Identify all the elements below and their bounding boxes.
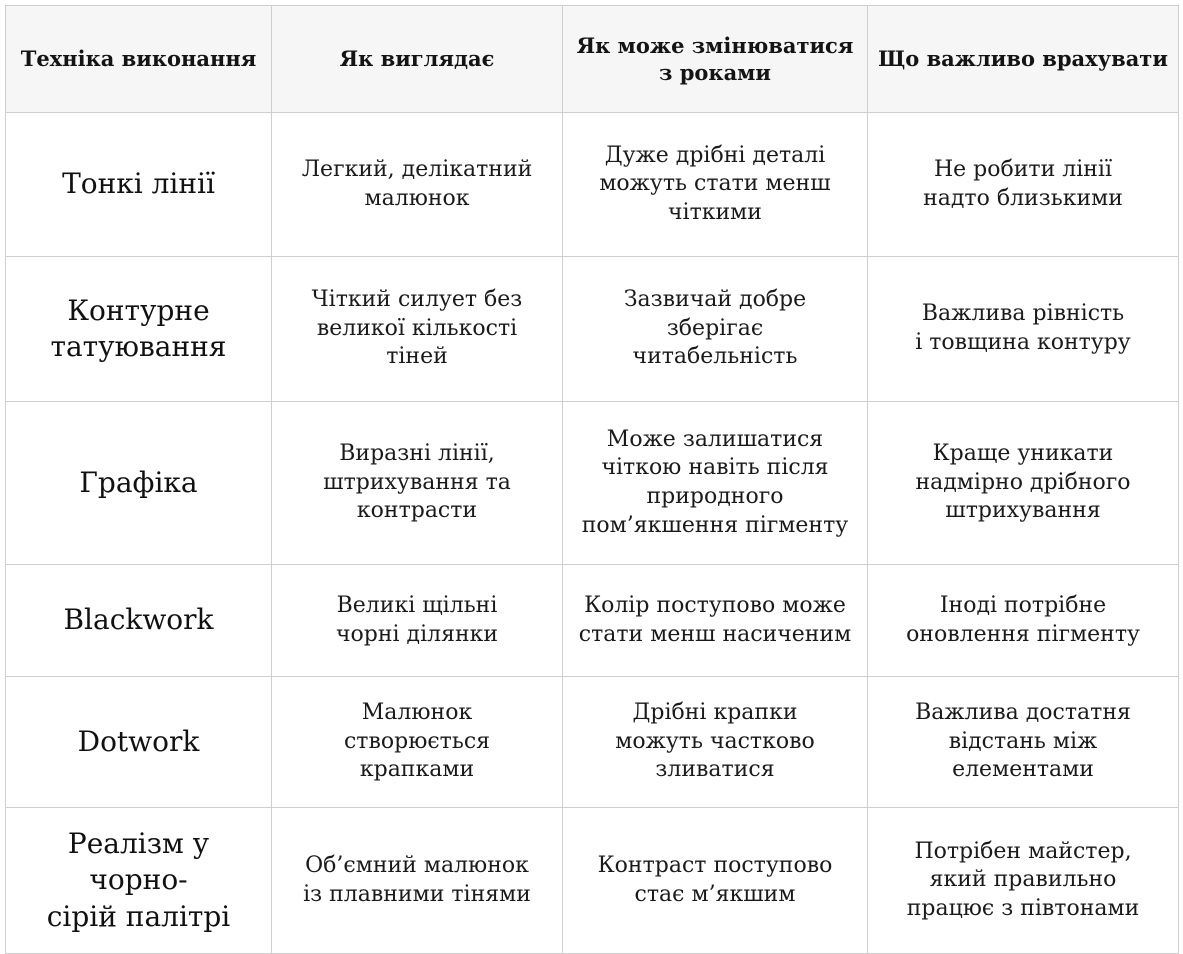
change-cell: Дуже дрібні деталі можуть стати менш чіткими — [563, 113, 868, 257]
technique-cell: Тонкі лінії — [6, 113, 272, 257]
change-cell: Контраст поступово стає м’якшим — [563, 808, 868, 954]
look-cell: Чіткий силует без великої кількості тіней — [272, 257, 563, 402]
technique-cell: Реалізм у чорно- сірій палітрі — [6, 808, 272, 954]
consider-cell: Не робити лінії надто близькими — [868, 113, 1179, 257]
consider-cell: Краще уникати надмірно дрібного штрихування — [868, 402, 1179, 565]
header-row — [6, 6, 1179, 113]
header-technique: Техніка виконання — [6, 6, 272, 113]
change-cell: Колір поступово може стати менш насиченим — [563, 565, 868, 677]
technique-cell: Графіка — [6, 402, 272, 565]
table-row — [6, 402, 1179, 565]
look-cell: Великі щільні чорні ділянки — [272, 565, 563, 677]
change-cell: Дрібні крапки можуть частково зливатися — [563, 677, 868, 808]
table-row — [6, 565, 1179, 677]
consider-cell: Іноді потрібне оновлення пігменту — [868, 565, 1179, 677]
header-look: Як виглядає — [272, 6, 563, 113]
look-cell: Малюнок створюється крапками — [272, 677, 563, 808]
technique-cell: Dotwork — [6, 677, 272, 808]
table-row — [6, 677, 1179, 808]
look-cell: Об’ємний малюнок із плавними тінями — [272, 808, 563, 954]
table-header — [6, 6, 1179, 113]
consider-cell: Потрібен майстер, який правильно працює з півтонами — [868, 808, 1179, 954]
change-cell: Зазвичай добре зберігає читабельність — [563, 257, 868, 402]
table-row — [6, 808, 1179, 954]
table-body — [6, 113, 1179, 954]
technique-cell: Контурне татуювання — [6, 257, 272, 402]
comparison-table-container — [5, 5, 1178, 945]
table-row — [6, 113, 1179, 257]
consider-cell: Важлива рівність і товщина контуру — [868, 257, 1179, 402]
consider-cell: Важлива достатня відстань між елементами — [868, 677, 1179, 808]
change-cell: Може залишатися чіткою навіть після природного пом’якшення пігменту — [563, 402, 868, 565]
look-cell: Легкий, делікатний малюнок — [272, 113, 563, 257]
tattoo-technique-table — [5, 5, 1179, 954]
technique-cell: Blackwork — [6, 565, 272, 677]
look-cell: Виразні лінії, штрихування та контрасти — [272, 402, 563, 565]
header-change: Як може змінюватися з роками — [563, 6, 868, 113]
header-consider: Що важливо врахувати — [868, 6, 1179, 113]
table-row — [6, 257, 1179, 402]
